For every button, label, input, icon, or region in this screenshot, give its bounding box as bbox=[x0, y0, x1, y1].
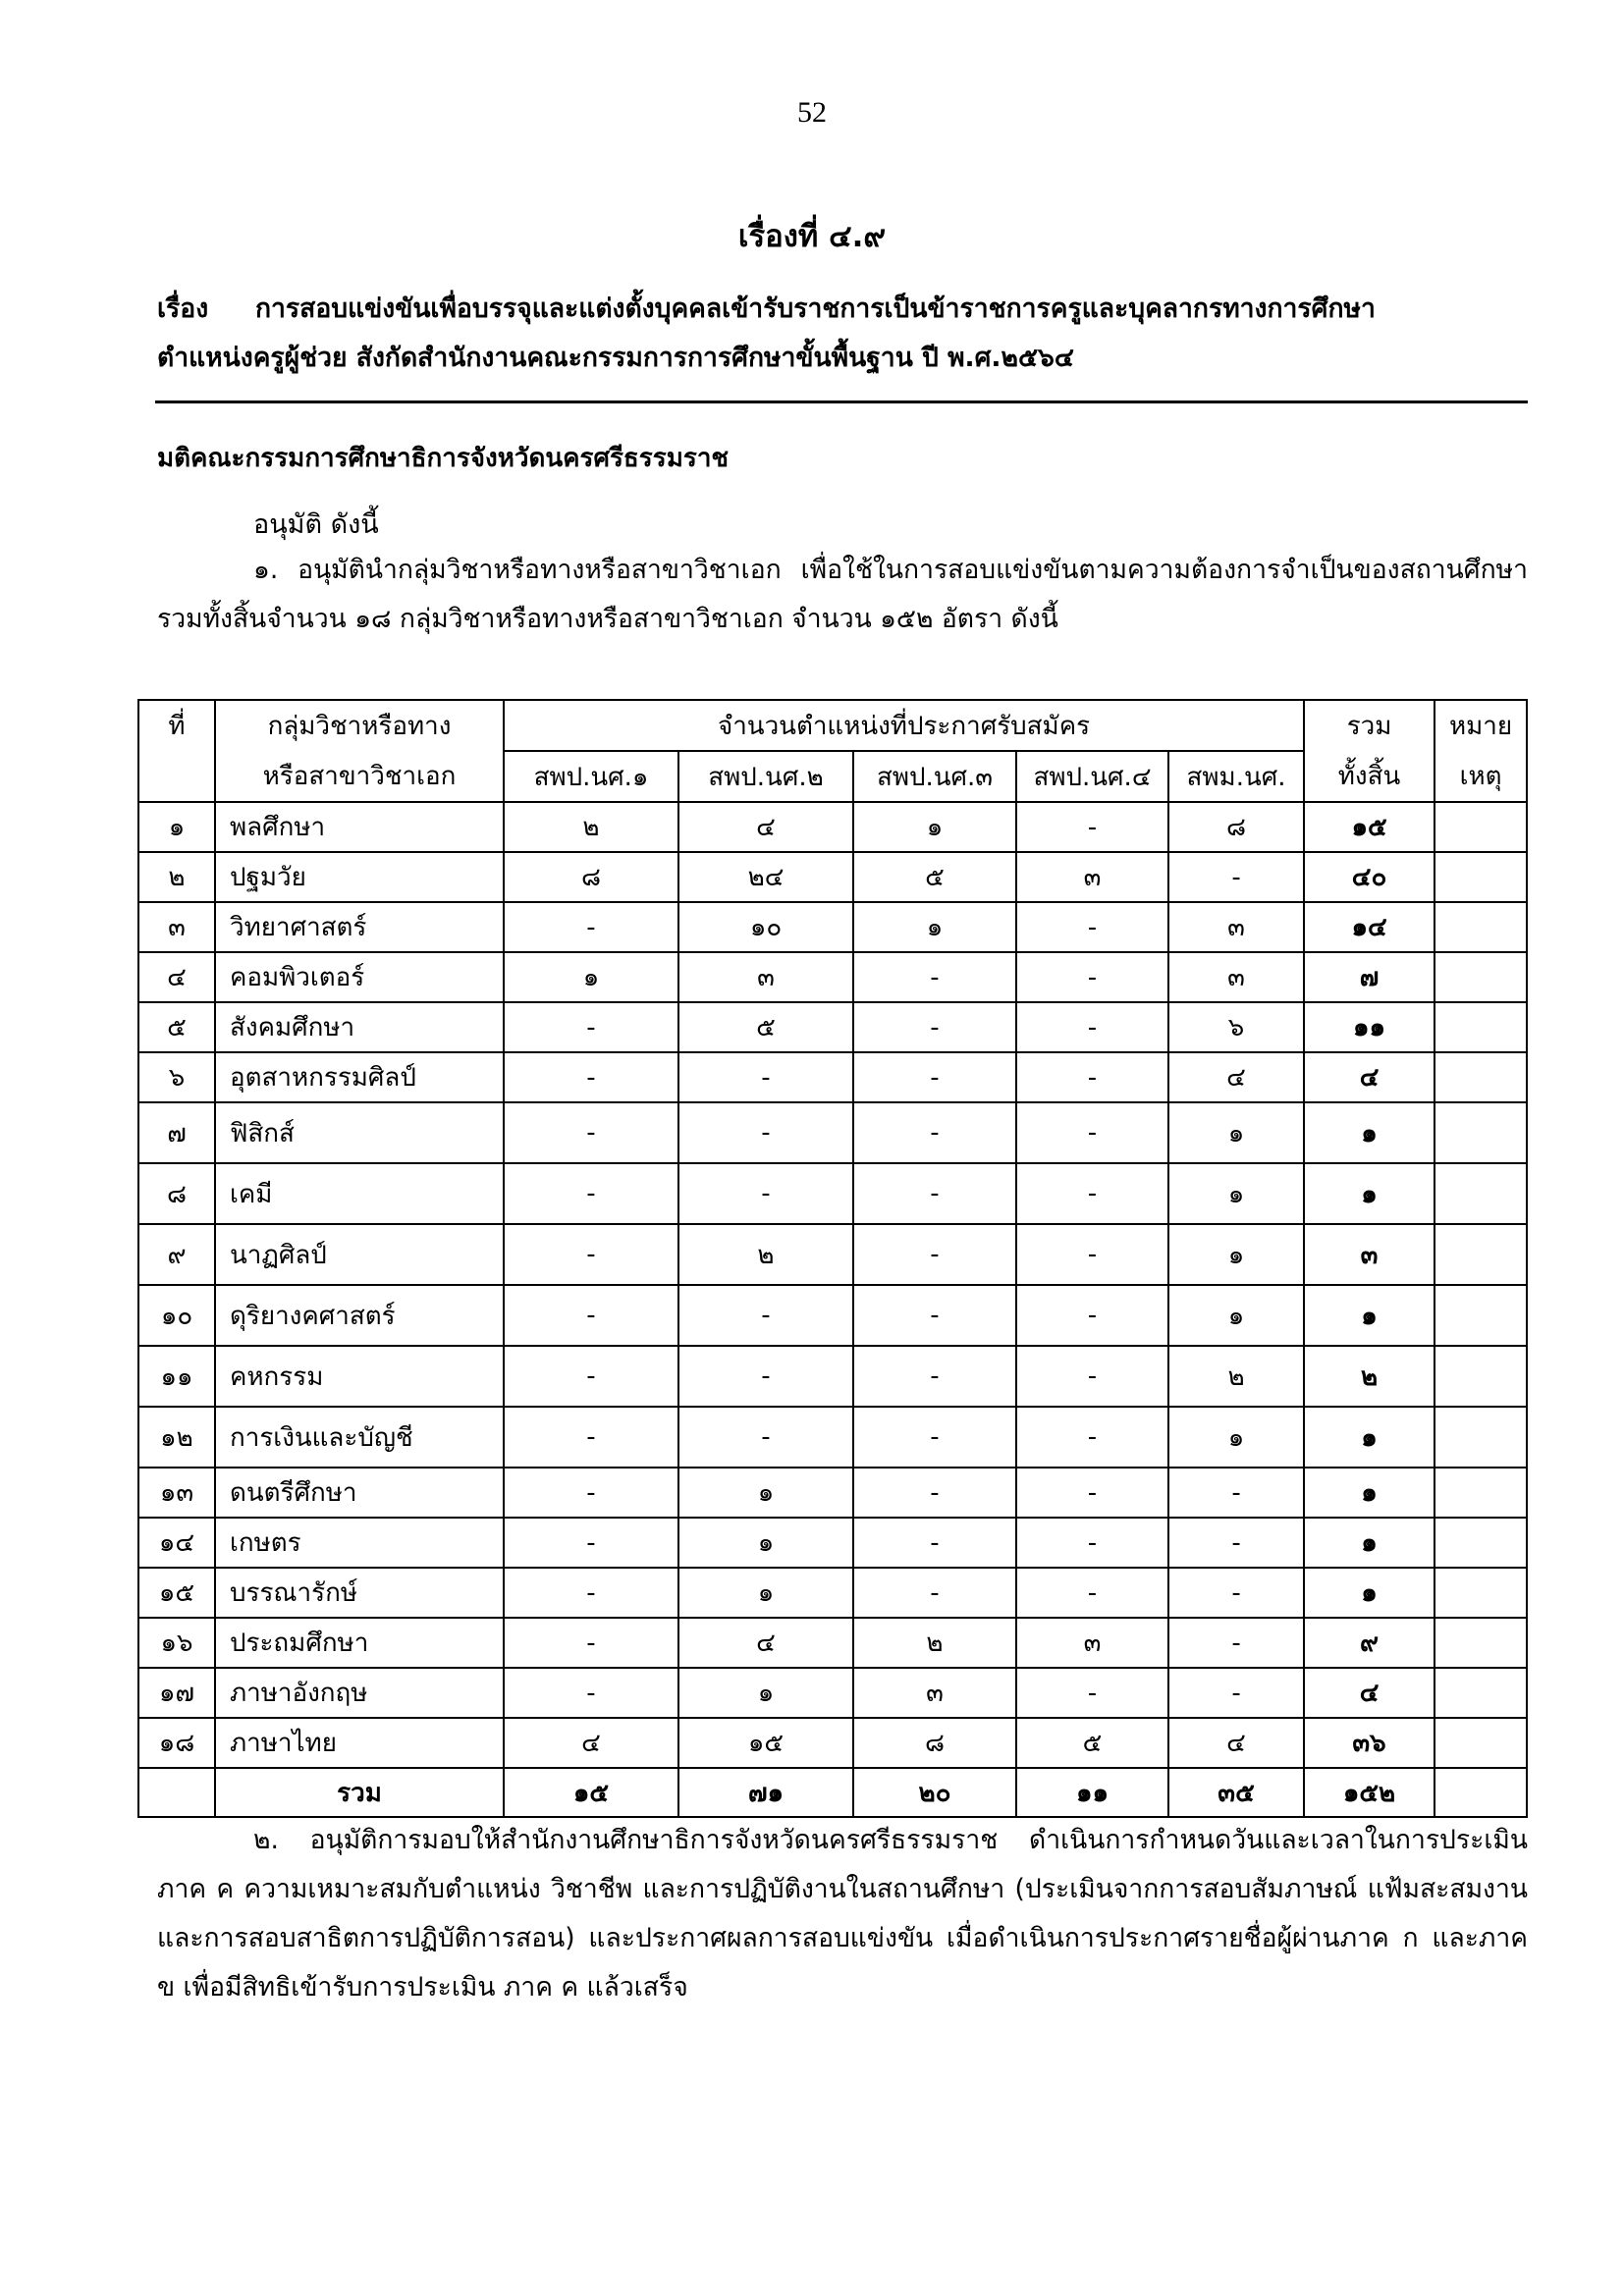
row-area-2: ๑ bbox=[678, 1518, 853, 1568]
row-total: ๔๐ bbox=[1304, 852, 1435, 902]
header-no-cont bbox=[138, 751, 215, 802]
row-area-3: - bbox=[853, 1568, 1016, 1618]
row-area-5: ๘ bbox=[1168, 802, 1304, 852]
row-area-3: - bbox=[853, 952, 1016, 1002]
table-row bbox=[138, 1002, 1527, 1052]
row-no: ๑ bbox=[138, 802, 215, 852]
row-area-5: ๑ bbox=[1168, 1285, 1304, 1346]
row-no: ๑๗ bbox=[138, 1668, 215, 1718]
table-row bbox=[138, 1618, 1527, 1668]
table-row bbox=[138, 1468, 1527, 1518]
row-area-1: - bbox=[504, 1052, 678, 1102]
row-no: ๑๔ bbox=[138, 1518, 215, 1568]
row-area-3: ๑ bbox=[853, 802, 1016, 852]
row-remark bbox=[1435, 952, 1527, 1002]
row-subject: คหกรรม bbox=[215, 1346, 504, 1407]
row-remark bbox=[1435, 1407, 1527, 1468]
row-total: ๑ bbox=[1304, 1518, 1435, 1568]
row-area-4: ๓ bbox=[1016, 852, 1168, 902]
row-subject: นาฏศิลป์ bbox=[215, 1224, 504, 1285]
header-total: รวม bbox=[1304, 700, 1435, 751]
row-area-4: - bbox=[1016, 1346, 1168, 1407]
row-subject: อุตสาหกรรมศิลป์ bbox=[215, 1052, 504, 1102]
row-area-4: - bbox=[1016, 902, 1168, 952]
table-row bbox=[138, 902, 1527, 952]
table-row bbox=[138, 1224, 1527, 1285]
row-area-5: ๑ bbox=[1168, 1224, 1304, 1285]
row-area-2: - bbox=[678, 1285, 853, 1346]
row-area-4: - bbox=[1016, 1052, 1168, 1102]
row-subject: ภาษาอังกฤษ bbox=[215, 1668, 504, 1718]
row-area-3: - bbox=[853, 1346, 1016, 1407]
row-no: ๑๕ bbox=[138, 1568, 215, 1618]
approve-text: อนุมัติ ดังนี้ bbox=[253, 509, 379, 540]
row-remark bbox=[1435, 1346, 1527, 1407]
row-total: ๑๔ bbox=[1304, 902, 1435, 952]
row-area-5: ๒ bbox=[1168, 1346, 1304, 1407]
row-total: ๙ bbox=[1304, 1618, 1435, 1668]
row-area-4: ๕ bbox=[1016, 1718, 1168, 1768]
row-remark bbox=[1435, 1618, 1527, 1668]
row-area-3: ๕ bbox=[853, 852, 1016, 902]
row-area-2: ๑ bbox=[678, 1468, 853, 1518]
row-no: ๑๑ bbox=[138, 1346, 215, 1407]
row-area-4: - bbox=[1016, 1224, 1168, 1285]
row-area-4: - bbox=[1016, 1468, 1168, 1518]
subject-label: เรื่อง bbox=[157, 294, 209, 324]
row-area-4: - bbox=[1016, 1002, 1168, 1052]
header-area-5: สพม.นศ. bbox=[1168, 751, 1304, 802]
row-subject: คอมพิวเตอร์ bbox=[215, 952, 504, 1002]
row-area-2: ๓ bbox=[678, 952, 853, 1002]
row-area-3: - bbox=[853, 1102, 1016, 1163]
table-row bbox=[138, 1285, 1527, 1346]
header-area-4: สพป.นศ.๔ bbox=[1016, 751, 1168, 802]
row-area-1: ๑ bbox=[504, 952, 678, 1002]
row-remark bbox=[1435, 802, 1527, 852]
table-row bbox=[138, 1163, 1527, 1224]
row-total: ๑ bbox=[1304, 1102, 1435, 1163]
row-subject: ฟิสิกส์ bbox=[215, 1102, 504, 1163]
table-row bbox=[138, 1518, 1527, 1568]
total-row-blank bbox=[138, 1768, 215, 1817]
row-area-2: ๑๕ bbox=[678, 1718, 853, 1768]
row-total: ๑๕ bbox=[1304, 802, 1435, 852]
row-remark bbox=[1435, 1285, 1527, 1346]
row-remark bbox=[1435, 1718, 1527, 1768]
row-area-4: - bbox=[1016, 952, 1168, 1002]
row-area-4: - bbox=[1016, 1102, 1168, 1163]
row-area-5: ๑ bbox=[1168, 1102, 1304, 1163]
table-row bbox=[138, 1668, 1527, 1718]
header-group: กลุ่มวิชาหรือทาง bbox=[215, 700, 504, 751]
row-remark bbox=[1435, 1668, 1527, 1718]
header-no: ที่ bbox=[138, 700, 215, 751]
row-area-2: ๒๔ bbox=[678, 852, 853, 902]
row-subject: พลศึกษา bbox=[215, 802, 504, 852]
row-remark bbox=[1435, 852, 1527, 902]
row-total: ๓ bbox=[1304, 1224, 1435, 1285]
row-area-5: - bbox=[1168, 1518, 1304, 1568]
row-area-1: ๔ bbox=[504, 1718, 678, 1768]
row-subject: บรรณารักษ์ bbox=[215, 1568, 504, 1618]
row-area-4: - bbox=[1016, 1163, 1168, 1224]
row-subject: เคมี bbox=[215, 1163, 504, 1224]
total-area-2: ๗๑ bbox=[678, 1768, 853, 1817]
row-area-3: ๑ bbox=[853, 902, 1016, 952]
page-number: 52 bbox=[797, 96, 827, 129]
subject-text-1: การสอบแข่งขันเพื่อบรรจุและแต่งตั้งบุคคลเข้ารับราชการเป็นข้าราชการครูและบุคลากรทางการศึกษา bbox=[255, 294, 1376, 324]
row-area-2: - bbox=[678, 1052, 853, 1102]
table-row bbox=[138, 1407, 1527, 1468]
row-area-4: - bbox=[1016, 1407, 1168, 1468]
table-row bbox=[138, 852, 1527, 902]
row-no: ๑๒ bbox=[138, 1407, 215, 1468]
row-remark bbox=[1435, 1102, 1527, 1163]
header-area-1: สพป.นศ.๑ bbox=[504, 751, 678, 802]
row-area-2: - bbox=[678, 1102, 853, 1163]
total-row bbox=[138, 1768, 1527, 1817]
row-total: ๑ bbox=[1304, 1163, 1435, 1224]
row-subject: ประถมศึกษา bbox=[215, 1618, 504, 1668]
row-area-1: - bbox=[504, 1102, 678, 1163]
table-row bbox=[138, 1568, 1527, 1618]
row-area-1: - bbox=[504, 1407, 678, 1468]
positions-table bbox=[137, 699, 1528, 1818]
row-area-4: - bbox=[1016, 802, 1168, 852]
row-area-5: - bbox=[1168, 1568, 1304, 1618]
row-area-5: ๔ bbox=[1168, 1052, 1304, 1102]
row-area-4: - bbox=[1016, 1518, 1168, 1568]
subject-line-1 bbox=[157, 285, 1532, 334]
row-area-1: - bbox=[504, 1163, 678, 1224]
row-area-4: ๓ bbox=[1016, 1618, 1168, 1668]
table-row bbox=[138, 1718, 1527, 1768]
row-area-2: ๑ bbox=[678, 1568, 853, 1618]
row-area-1: - bbox=[504, 1668, 678, 1718]
row-area-2: ๔ bbox=[678, 802, 853, 852]
row-area-5: - bbox=[1168, 1668, 1304, 1718]
row-subject: ภาษาไทย bbox=[215, 1718, 504, 1768]
total-area-3: ๒๐ bbox=[853, 1768, 1016, 1817]
header-remark: หมาย bbox=[1435, 700, 1527, 751]
row-no: ๗ bbox=[138, 1102, 215, 1163]
row-remark bbox=[1435, 1002, 1527, 1052]
row-area-2: ๑๐ bbox=[678, 902, 853, 952]
row-area-5: ๓ bbox=[1168, 902, 1304, 952]
row-no: ๙ bbox=[138, 1224, 215, 1285]
row-area-1: - bbox=[504, 1285, 678, 1346]
row-area-3: - bbox=[853, 1163, 1016, 1224]
row-area-1: ๘ bbox=[504, 852, 678, 902]
row-total: ๑ bbox=[1304, 1568, 1435, 1618]
row-remark bbox=[1435, 902, 1527, 952]
row-subject: เกษตร bbox=[215, 1518, 504, 1568]
row-no: ๑๓ bbox=[138, 1468, 215, 1518]
row-total: ๓๖ bbox=[1304, 1718, 1435, 1768]
row-area-3: ๓ bbox=[853, 1668, 1016, 1718]
row-area-5: ๓ bbox=[1168, 952, 1304, 1002]
row-area-5: - bbox=[1168, 1618, 1304, 1668]
item-title: เรื่องที่ ๔.๙ bbox=[737, 219, 887, 254]
table-row bbox=[138, 1102, 1527, 1163]
row-area-2: ๑ bbox=[678, 1668, 853, 1718]
row-area-1: - bbox=[504, 902, 678, 952]
header-remark-cont: เหตุ bbox=[1435, 751, 1527, 802]
row-subject: สังคมศึกษา bbox=[215, 1002, 504, 1052]
table-row bbox=[138, 802, 1527, 852]
table-row bbox=[138, 1052, 1527, 1102]
row-remark bbox=[1435, 1224, 1527, 1285]
row-area-3: ๒ bbox=[853, 1618, 1016, 1668]
row-total: ๑๑ bbox=[1304, 1002, 1435, 1052]
row-area-5: - bbox=[1168, 852, 1304, 902]
row-no: ๓ bbox=[138, 902, 215, 952]
total-row-label: รวม bbox=[215, 1768, 504, 1817]
paragraph-1: ๑. อนุมัตินำกลุ่มวิชาหรือทางหรือสาขาวิชาเอก เพื่อใช้ในการสอบแข่งขันตามความต้องการจำเป็นของสถานศึกษา รวมทั้งสิ้นจำนวน ๑๘ กลุ่มวิชาหรือทางหรือสาขาวิชาเอก จำนวน ๑๕๒ อัตรา ดังนี้ bbox=[157, 555, 1528, 634]
row-no: ๕ bbox=[138, 1002, 215, 1052]
row-area-2: ๕ bbox=[678, 1002, 853, 1052]
row-area-1: - bbox=[504, 1468, 678, 1518]
row-subject: ปฐมวัย bbox=[215, 852, 504, 902]
table-body bbox=[138, 802, 1527, 1768]
row-area-2: - bbox=[678, 1407, 853, 1468]
row-total: ๔ bbox=[1304, 1052, 1435, 1102]
row-total: ๔ bbox=[1304, 1668, 1435, 1718]
row-area-5: - bbox=[1168, 1468, 1304, 1518]
row-total: ๑ bbox=[1304, 1468, 1435, 1518]
row-area-1: - bbox=[504, 1618, 678, 1668]
row-area-2: - bbox=[678, 1163, 853, 1224]
row-area-2: ๔ bbox=[678, 1618, 853, 1668]
row-no: ๑๘ bbox=[138, 1718, 215, 1768]
row-area-3: ๘ bbox=[853, 1718, 1016, 1768]
row-remark bbox=[1435, 1568, 1527, 1618]
row-total: ๑ bbox=[1304, 1285, 1435, 1346]
row-area-3: - bbox=[853, 1518, 1016, 1568]
row-area-4: - bbox=[1016, 1668, 1168, 1718]
row-total: ๑ bbox=[1304, 1407, 1435, 1468]
row-area-1: - bbox=[504, 1346, 678, 1407]
row-no: ๒ bbox=[138, 852, 215, 902]
row-area-3: - bbox=[853, 1285, 1016, 1346]
row-area-5: ๖ bbox=[1168, 1002, 1304, 1052]
row-no: ๔ bbox=[138, 952, 215, 1002]
header-area-2: สพป.นศ.๒ bbox=[678, 751, 853, 802]
row-no: ๑๐ bbox=[138, 1285, 215, 1346]
row-area-3: - bbox=[853, 1002, 1016, 1052]
row-area-3: - bbox=[853, 1468, 1016, 1518]
paragraph-2: ๒. อนุมัติการมอบให้สำนักงานศึกษาธิการจังหวัดนครศรีธรรมราช ดำเนินการกำหนดวันและเวลาในการประเมินภาค ค ความเหมาะสมกับตำแหน่ง วิชาชีพ และการปฏิบัติงานในสถานศึกษา (ประเมินจากการสอบสัมภาษณ์ แฟ้มสะสมงาน และการสอบสาธิตการปฏิบัติการสอน) และประกาศผลการสอบแข่งขัน เมื่อดำเนินการประกาศรายชื่อผู้ผ่านภาค ก และภาค ข เพื่อมีสิทธิเข้ารับการประเมิน ภาค ค แล้วเสร็จ bbox=[157, 1825, 1528, 2002]
row-total: ๗ bbox=[1304, 952, 1435, 1002]
row-no: ๖ bbox=[138, 1052, 215, 1102]
total-remark bbox=[1435, 1768, 1527, 1817]
row-subject: ดนตรีศึกษา bbox=[215, 1468, 504, 1518]
row-no: ๘ bbox=[138, 1163, 215, 1224]
row-area-4: - bbox=[1016, 1285, 1168, 1346]
row-area-1: - bbox=[504, 1224, 678, 1285]
row-subject: วิทยาศาสตร์ bbox=[215, 902, 504, 952]
row-total: ๒ bbox=[1304, 1346, 1435, 1407]
row-area-2: ๒ bbox=[678, 1224, 853, 1285]
row-subject: การเงินและบัญชี bbox=[215, 1407, 504, 1468]
header-positions: จำนวนตำแหน่งที่ประกาศรับสมัคร bbox=[504, 700, 1304, 751]
header-total-cont: ทั้งสิ้น bbox=[1304, 751, 1435, 802]
row-area-1: ๒ bbox=[504, 802, 678, 852]
total-area-1: ๑๕ bbox=[504, 1768, 678, 1817]
row-area-1: - bbox=[504, 1518, 678, 1568]
row-area-1: - bbox=[504, 1002, 678, 1052]
row-area-3: - bbox=[853, 1224, 1016, 1285]
table-row bbox=[138, 1346, 1527, 1407]
row-area-1: - bbox=[504, 1568, 678, 1618]
subject-block bbox=[157, 285, 1532, 383]
grand-total: ๑๕๒ bbox=[1304, 1768, 1435, 1817]
row-area-5: ๑ bbox=[1168, 1407, 1304, 1468]
subject-line-2: ตำแหน่งครูผู้ช่วย สังกัดสำนักงานคณะกรรมการการศึกษาขั้นพื้นฐาน ปี พ.ศ.๒๕๖๔ bbox=[157, 343, 1074, 373]
row-subject: ดุริยางคศาสตร์ bbox=[215, 1285, 504, 1346]
row-area-3: - bbox=[853, 1407, 1016, 1468]
total-area-5: ๓๕ bbox=[1168, 1768, 1304, 1817]
row-remark bbox=[1435, 1518, 1527, 1568]
row-area-4: - bbox=[1016, 1568, 1168, 1618]
row-remark bbox=[1435, 1468, 1527, 1518]
divider-line bbox=[155, 400, 1528, 403]
row-remark bbox=[1435, 1163, 1527, 1224]
row-no: ๑๖ bbox=[138, 1618, 215, 1668]
row-area-5: ๑ bbox=[1168, 1163, 1304, 1224]
resolution-heading: มติคณะกรรมการศึกษาธิการจังหวัดนครศรีธรรมราช bbox=[157, 444, 730, 473]
header-group-cont: หรือสาขาวิชาเอก bbox=[215, 751, 504, 802]
header-area-3: สพป.นศ.๓ bbox=[853, 751, 1016, 802]
table-row bbox=[138, 952, 1527, 1002]
row-area-5: ๔ bbox=[1168, 1718, 1304, 1768]
total-area-4: ๑๑ bbox=[1016, 1768, 1168, 1817]
row-remark bbox=[1435, 1052, 1527, 1102]
row-area-3: - bbox=[853, 1052, 1016, 1102]
row-area-2: - bbox=[678, 1346, 853, 1407]
